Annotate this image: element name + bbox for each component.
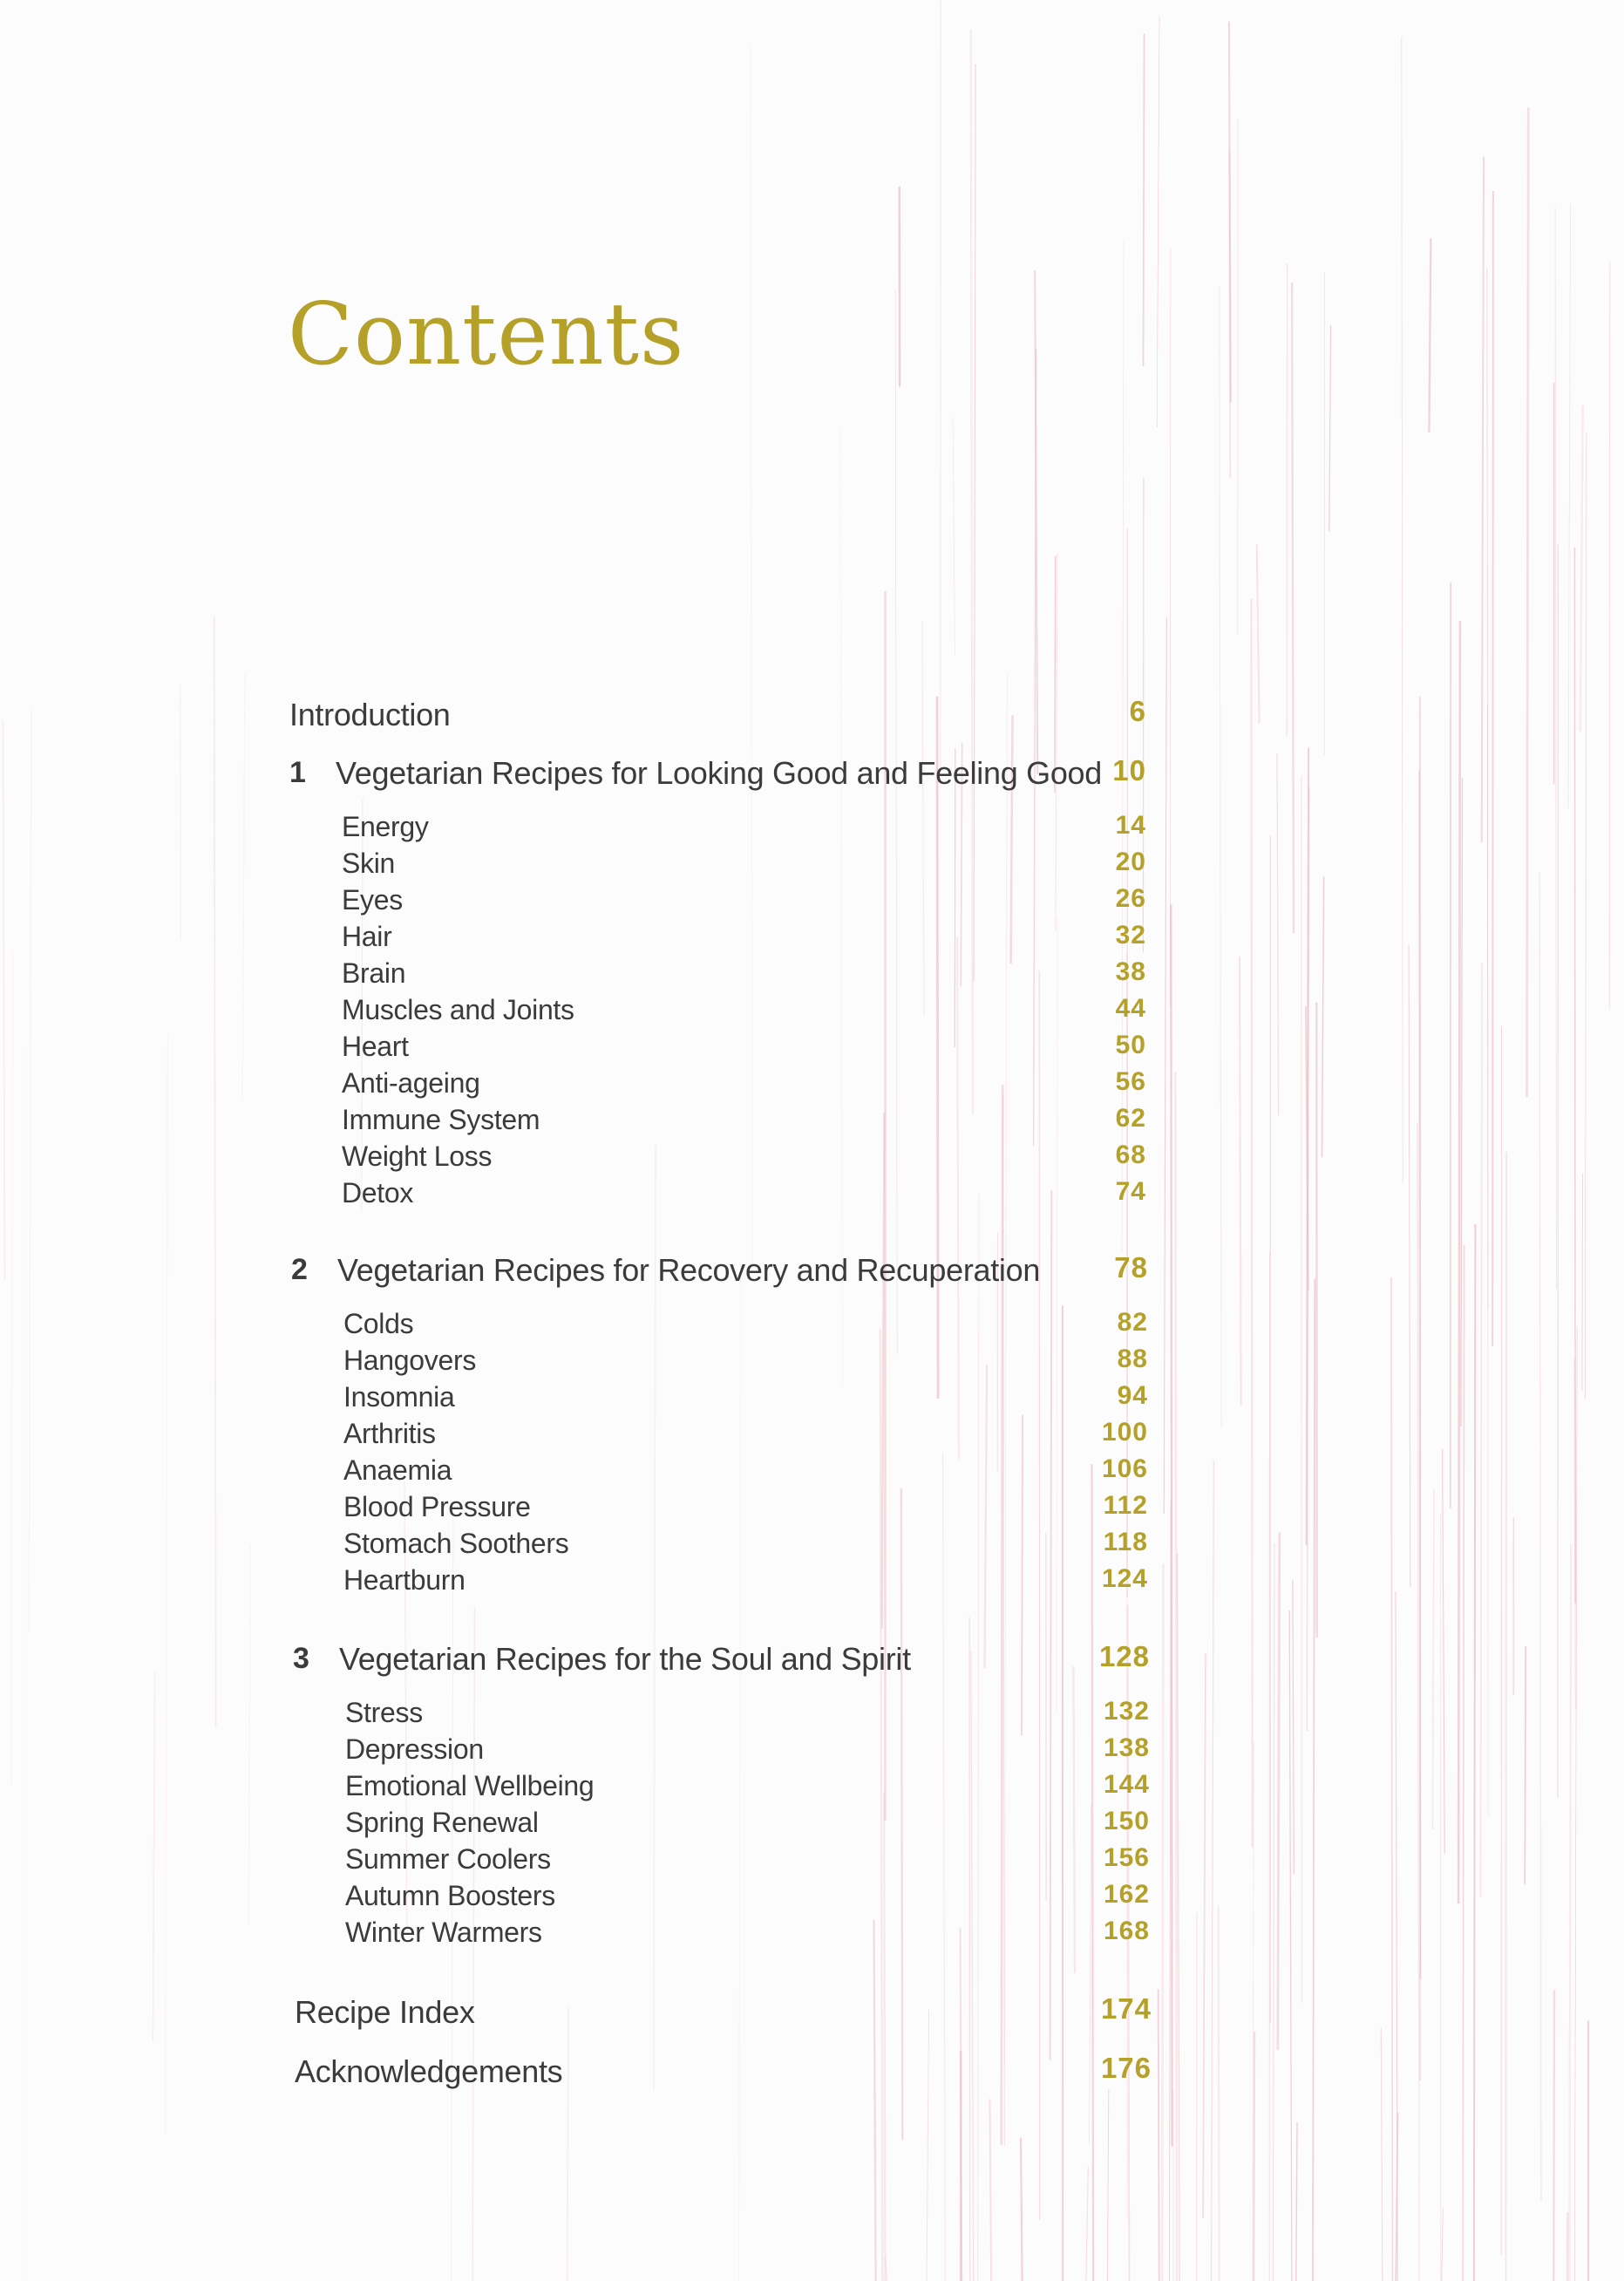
toc-item[interactable] [0,1917,1624,1953]
toc-page-number: 132 [1103,1697,1150,1726]
toc-page-number: 176 [1100,2052,1152,2084]
toc-item[interactable] [0,1381,1624,1418]
section-number: 3 [293,1642,309,1675]
toc-page-number: 50 [1115,1031,1146,1059]
toc-page-number: 174 [1100,1992,1152,2025]
toc-item-label: Winter Warmers [345,1917,542,1948]
toc-item[interactable] [0,1067,1624,1104]
toc-entry-label: Recipe Index [295,1994,475,2030]
toc-entry-recipe-index[interactable] [0,1991,1624,2034]
toc-item[interactable] [0,1177,1624,1214]
toc-item[interactable] [0,1140,1624,1177]
toc-item[interactable] [0,1770,1624,1807]
toc-item-label: Hair [342,921,392,952]
toc-item[interactable] [0,811,1624,848]
toc-page-number: 82 [1117,1308,1148,1337]
toc-item-label: Hangovers [343,1345,477,1376]
toc-item[interactable] [0,884,1624,921]
page-title: Contents [288,285,685,385]
toc-item[interactable] [0,921,1624,957]
toc-page-number: 100 [1101,1418,1148,1447]
toc-section-label: Vegetarian Recipes for Looking Good and Feeling Good [336,755,1103,791]
toc-item-label: Muscles and Joints [342,994,574,1025]
toc-page-number: 32 [1115,921,1146,950]
toc-item-label: Insomnia [343,1381,455,1413]
toc-item-label: Summer Coolers [345,1843,551,1875]
toc-page-number: 118 [1103,1528,1148,1556]
toc-page-number: 10 [1112,754,1146,786]
section-number: 2 [291,1253,308,1286]
toc-entry-label: Introduction [289,697,451,732]
toc-item-label: Anaemia [343,1454,452,1486]
toc-item-label: Skin [342,848,396,879]
toc-page-number: 56 [1115,1067,1146,1096]
toc-page-number: 144 [1103,1770,1150,1799]
toc-item[interactable] [0,1031,1624,1067]
toc-item-label: Depression [345,1733,484,1765]
toc-item[interactable] [0,1880,1624,1917]
toc-page-number: 68 [1115,1140,1146,1169]
toc-page-number: 44 [1115,994,1146,1023]
toc-section-2[interactable] [0,1249,1624,1292]
toc-item[interactable] [0,1528,1624,1564]
toc-item[interactable] [0,1418,1624,1454]
toc-section-3[interactable] [0,1638,1624,1681]
toc-page-number: 162 [1103,1880,1150,1909]
toc-page-number: 156 [1103,1843,1150,1872]
toc-page-number: 128 [1098,1640,1150,1672]
toc-item[interactable] [0,957,1624,994]
toc-section-1[interactable] [0,752,1624,795]
toc-item[interactable] [0,1843,1624,1880]
toc-item-label: Anti-ageing [342,1067,480,1099]
toc-item-label: Energy [342,811,429,842]
toc-item[interactable] [0,1308,1624,1345]
toc-item[interactable] [0,994,1624,1031]
toc-page-number: 14 [1115,811,1146,840]
toc-item[interactable] [0,1564,1624,1601]
toc-page-number: 74 [1115,1177,1146,1206]
toc-item-label: Detox [342,1177,414,1209]
toc-item[interactable] [0,1733,1624,1770]
toc-item-label: Brain [342,957,406,989]
toc-entry-introduction[interactable] [0,693,1624,737]
toc-page-number: 112 [1103,1491,1148,1520]
toc-page-number: 6 [1129,695,1146,727]
toc-section-label: Vegetarian Recipes for Recovery and Recuperation [337,1252,1041,1288]
toc-item[interactable] [0,1454,1624,1491]
toc-page-number: 78 [1114,1251,1148,1283]
toc-item-label: Emotional Wellbeing [345,1770,595,1801]
toc-item-label: Eyes [342,884,403,916]
toc-page-number: 150 [1103,1807,1150,1835]
toc-item[interactable] [0,1697,1624,1733]
toc-item-label: Stress [345,1697,423,1728]
toc-item-label: Autumn Boosters [345,1880,555,1911]
toc-item-label: Colds [343,1308,414,1339]
toc-page-number: 62 [1115,1104,1146,1133]
toc-page-number: 26 [1115,884,1146,913]
toc-page-number: 94 [1117,1381,1148,1410]
toc-item-label: Heartburn [343,1564,465,1596]
toc-item[interactable] [0,1491,1624,1528]
toc-page-number: 124 [1101,1564,1148,1593]
toc-item[interactable] [0,1104,1624,1140]
toc-page-number: 106 [1101,1454,1148,1483]
toc-page-number: 138 [1103,1733,1150,1762]
toc-page-number: 168 [1103,1917,1150,1945]
toc-page-number: 38 [1115,957,1146,986]
toc-item[interactable] [0,1345,1624,1381]
toc-item[interactable] [0,1807,1624,1843]
toc-entry-acknowledgements[interactable] [0,2050,1624,2094]
toc-entry-label: Acknowledgements [295,2053,563,2089]
toc-item-label: Spring Renewal [345,1807,539,1838]
toc-item-label: Arthritis [343,1418,436,1449]
toc-item-label: Weight Loss [342,1140,493,1172]
toc-item-label: Stomach Soothers [343,1528,569,1559]
toc-item-label: Blood Pressure [343,1491,531,1522]
toc-item-label: Heart [342,1031,409,1062]
toc-page-number: 88 [1117,1345,1148,1373]
toc-page-number: 20 [1115,848,1146,876]
toc-item[interactable] [0,848,1624,884]
toc-item-label: Immune System [342,1104,540,1135]
toc-section-label: Vegetarian Recipes for the Soul and Spirit [339,1641,911,1677]
section-number: 1 [289,756,306,789]
